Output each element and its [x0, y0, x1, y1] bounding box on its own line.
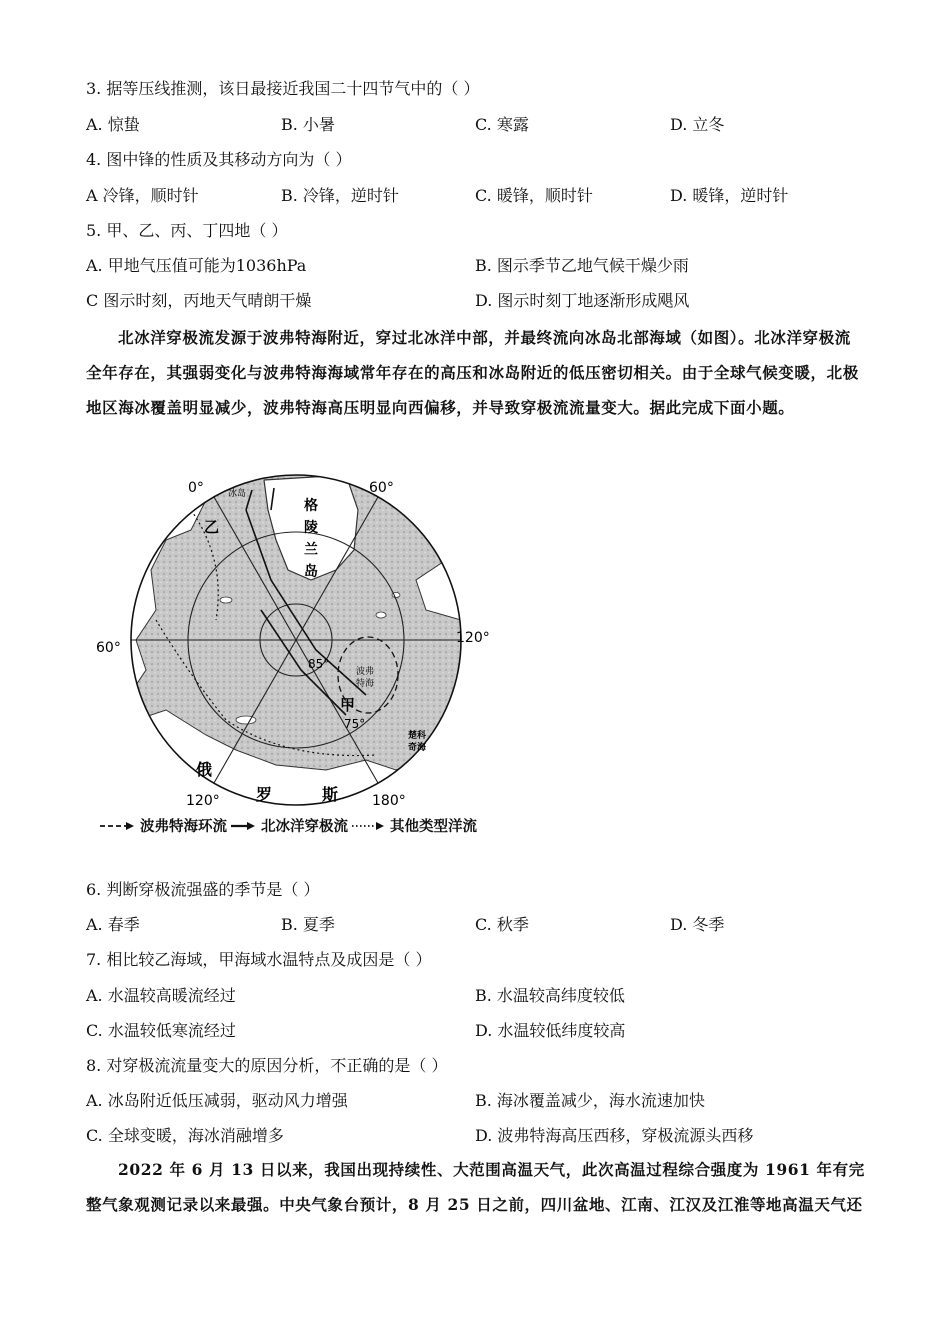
q7-option-a[interactable]: A. 水温较高暖流经过 — [86, 986, 236, 1005]
island — [376, 612, 386, 618]
label-russia-3: 斯 — [322, 785, 339, 804]
landmass-chukotka — [436, 710, 516, 770]
island — [220, 597, 232, 603]
q8-option-b[interactable]: B. 海冰覆盖减少，海水流速加快 — [475, 1091, 705, 1110]
q5-option-a[interactable]: A. 甲地气压值可能为1036hPa — [86, 256, 307, 275]
q5-option-c[interactable]: C 图示时刻，丙地天气晴朗干燥 — [86, 291, 312, 310]
label-120-degree-e: 120° — [456, 630, 490, 646]
solid-arrow-icon — [231, 821, 257, 831]
q3-option-d[interactable]: D. 立冬 — [670, 115, 725, 134]
label-yi: 乙 — [204, 518, 220, 536]
q6-option-c[interactable]: C. 秋季 — [475, 915, 529, 934]
label-jia: 甲 — [340, 696, 356, 714]
passage-transpolar-drift: 北冰洋穿极流发源于波弗特海附近，穿过北冰洋中部，并最终流向冰岛北部海域（如图）。北冰洋穿极流全年存在，其强弱变化与波弗特海海域常年存在的高压和冰岛附近的低压密切相关。由于全球气候变暖，北极地区海冰覆盖明显减少，波弗特海高压明显向西偏移，并导致穿极流流量变大。据此完成下面小题。 — [86, 328, 859, 417]
legend-beaufort-gyre: 波弗特海环流 — [140, 819, 227, 835]
q3-stem: 3. 据等压线推测，该日最接近我国二十四节气中的（ ） — [86, 79, 480, 98]
q7-option-b[interactable]: B. 水温较高纬度较低 — [475, 986, 625, 1005]
q4-option-b[interactable]: B. 冷锋，逆时针 — [281, 186, 399, 205]
q5-option-b[interactable]: B. 图示季节乙地气候干燥少雨 — [475, 256, 689, 275]
q4-stem: 4. 图中锋的性质及其移动方向为（ ） — [86, 150, 352, 169]
q8-option-d[interactable]: D. 波弗特海高压西移，穿极流源头西移 — [475, 1126, 754, 1145]
q3-option-b[interactable]: B. 小暑 — [281, 115, 335, 134]
q8-stem: 8. 对穿极流流量变大的原因分析，不正确的是（ ） — [86, 1056, 448, 1075]
legend-transpolar: 北冰洋穿极流 — [261, 819, 348, 835]
q7-option-d[interactable]: D. 水温较低纬度较高 — [475, 1021, 626, 1040]
q4-option-c[interactable]: C. 暖锋，顺时针 — [475, 186, 593, 205]
label-russia-2: 罗 — [256, 785, 273, 804]
q8-option-a[interactable]: A. 冰岛附近低压减弱，驱动风力增强 — [86, 1091, 348, 1110]
label-85-degree: 85° — [308, 657, 330, 671]
label-180-degree: 180° — [372, 793, 406, 809]
q4-option-a[interactable]: A 冷锋，顺时针 — [86, 186, 199, 205]
q3-option-a[interactable]: A. 惊蛰 — [86, 115, 140, 134]
q6-option-d[interactable]: D. 冬季 — [670, 915, 725, 934]
label-greenland-3: 兰 — [304, 542, 318, 558]
q3-option-c[interactable]: C. 寒露 — [475, 115, 529, 134]
q8-option-c[interactable]: C. 全球变暖，海冰消融增多 — [86, 1126, 284, 1145]
q5-option-d[interactable]: D. 图示时刻丁地逐渐形成飓风 — [475, 291, 690, 310]
q6-option-b[interactable]: B. 夏季 — [281, 915, 335, 934]
label-beaufort-2: 特海 — [356, 679, 375, 689]
label-beaufort-1: 波弗 — [356, 667, 375, 677]
legend-other: 其他类型洋流 — [390, 819, 477, 835]
label-75-degree: 75° — [344, 717, 366, 731]
q4-option-d[interactable]: D. 暖锋，逆时针 — [670, 186, 789, 205]
label-0-degree: 0° — [188, 480, 204, 496]
dashed-arrow-icon — [100, 821, 136, 831]
q7-option-c[interactable]: C. 水温较低寒流经过 — [86, 1021, 236, 1040]
island — [236, 716, 256, 724]
label-chukchi-1: 楚科 — [408, 731, 427, 741]
q7-stem: 7. 相比较乙海域，甲海域水温特点及成因是（ ） — [86, 950, 432, 969]
q6-stem: 6. 判断穿极流强盛的季节是（ ） — [86, 880, 320, 899]
q6-option-a[interactable]: A. 春季 — [86, 915, 140, 934]
passage-heatwave: 2022 年 6 月 13 日以来，我国出现持续性、大范围高温天气，此次高温过程综合强度为 1961 年有完整气象观测记录以来最强。中央气象台预计，8 月 25 日之前，四川盆地、江南、江汉及江淮等地高温天气还 — [86, 1160, 865, 1214]
q5-stem: 5. 甲、乙、丙、丁四地（ ） — [86, 221, 288, 240]
arctic-polar-map — [96, 470, 516, 840]
label-greenland-2: 陵 — [304, 520, 318, 536]
label-greenland-1: 格 — [304, 498, 318, 514]
label-60-degree-ne: 60° — [369, 480, 394, 496]
map-legend — [100, 815, 477, 836]
label-russia-1: 俄 — [196, 760, 213, 779]
label-chukchi-2: 奇海 — [408, 743, 427, 753]
dotted-arrow-icon — [352, 821, 386, 831]
label-iceland: 冰岛 — [228, 489, 247, 499]
label-60-degree-w: 60° — [96, 640, 121, 656]
label-greenland-4: 岛 — [304, 564, 318, 580]
label-120-degree-sw: 120° — [186, 793, 220, 809]
